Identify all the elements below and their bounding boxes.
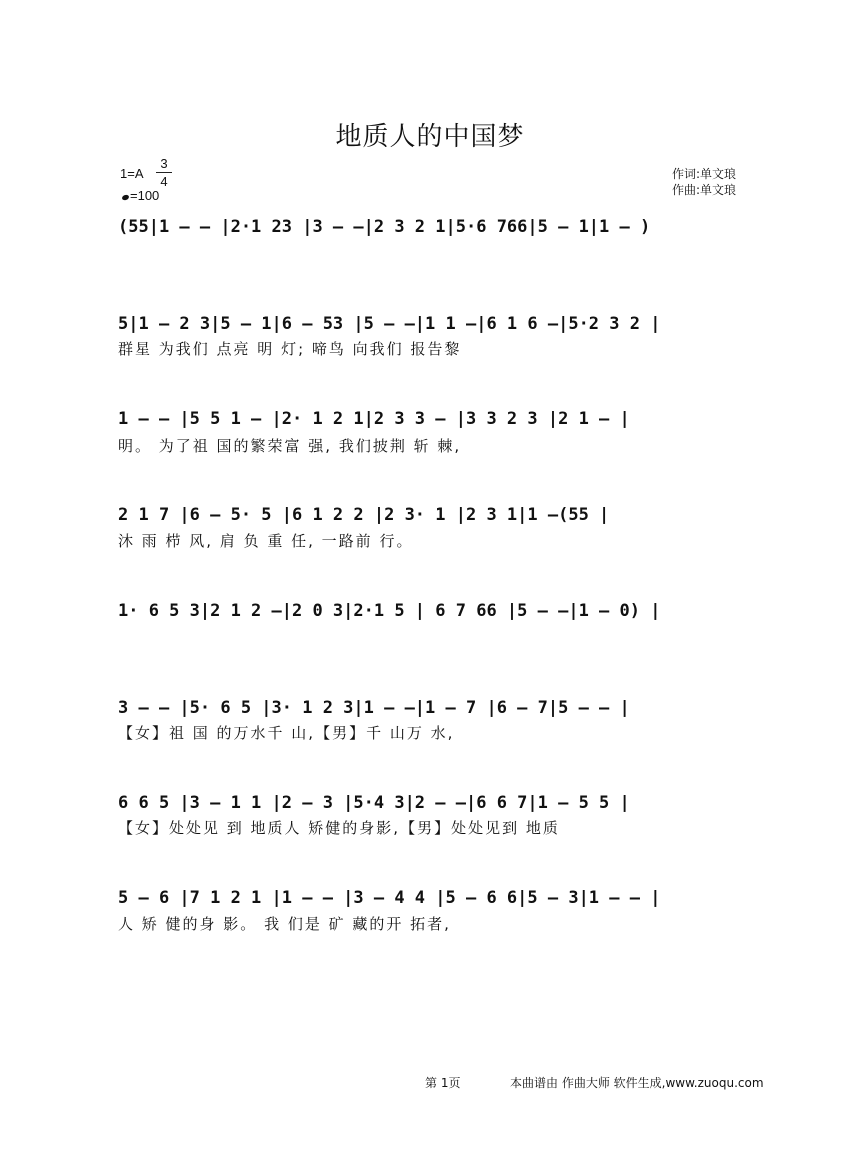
composer-credit: 作曲:单文琅	[672, 183, 737, 197]
time-signature	[156, 155, 172, 190]
lyricist-credit: 作词:单文琅	[672, 167, 737, 181]
staff-row-4-notes: 2 1 7 |6 – 5· 5 |6 1 2 2 |2 3· 1 |2 3 1|1 –(55 |	[118, 505, 610, 525]
staff-row-2-notes: 5|1 – 2 3|5 – 1|6 – 53 |5 – –|1 1 –|6 1 6 –|5·2 3 2 |	[118, 314, 661, 334]
staff-row-2-lyrics: 群星 为我们 点亮 明 灯; 啼鸟 向我们 报告黎	[118, 340, 462, 358]
song-title: 地质人的中国梦	[335, 122, 525, 152]
staff-row-4-lyrics: 沐 雨 栉 风, 肩 负 重 任, 一路前 行。	[118, 532, 414, 550]
staff-row-7-lyrics: 【女】处处见 到 地质人 矫健的身影,【男】处处见到 地质	[118, 819, 560, 837]
generator-credit: 本曲谱由 作曲大师 软件生成,www.zuoqu.com	[510, 1076, 764, 1090]
staff-row-1-notes: (55|1 – – |2·1 23 |3 – –|2 3 2 1|5·6 766|5 – 1|1 – )	[118, 217, 651, 237]
tempo-marking	[122, 188, 159, 203]
time-signature-top: 3	[160, 156, 168, 171]
staff-row-8-lyrics: 人 矫 健的身 影。 我 们是 矿 藏的开 拓者,	[118, 915, 451, 933]
staff-row-5-notes: 1· 6 5 3|2 1 2 –|2 0 3|2·1 5 | 6 7 66 |5 – –|1 – 0) |	[118, 601, 661, 621]
staff-row-6-lyrics: 【女】祖 国 的万水千 山,【男】千 山万 水,	[118, 724, 455, 742]
key-signature: 1=A	[120, 166, 144, 181]
staff-row-8-notes: 5 – 6 |7 1 2 1 |1 – – |3 – 4 4 |5 – 6 6|5 – 3|1 – – |	[118, 888, 661, 908]
staff-row-3-lyrics: 明。 为了祖 国的繁荣富 强, 我们披荆 斩 棘,	[118, 437, 462, 455]
time-signature-bottom: 4	[160, 174, 168, 189]
quarter-note-icon	[121, 194, 129, 201]
staff-row-6-notes: 3 – – |5· 6 5 |3· 1 2 3|1 – –|1 – 7 |6 – 7|5 – – |	[118, 698, 630, 718]
staff-row-3-notes: 1 – – |5 5 1 – |2· 1 2 1|2 3 3 – |3 3 2 3 |2 1 – |	[118, 409, 630, 429]
time-signature-divider	[156, 172, 172, 173]
staff-row-7-notes: 6 6 5 |3 – 1 1 |2 – 3 |5·4 3|2 – –|6 6 7|1 – 5 5 |	[118, 793, 630, 813]
tempo-value: =100	[130, 188, 160, 203]
page-number: 第 1页	[425, 1076, 461, 1090]
